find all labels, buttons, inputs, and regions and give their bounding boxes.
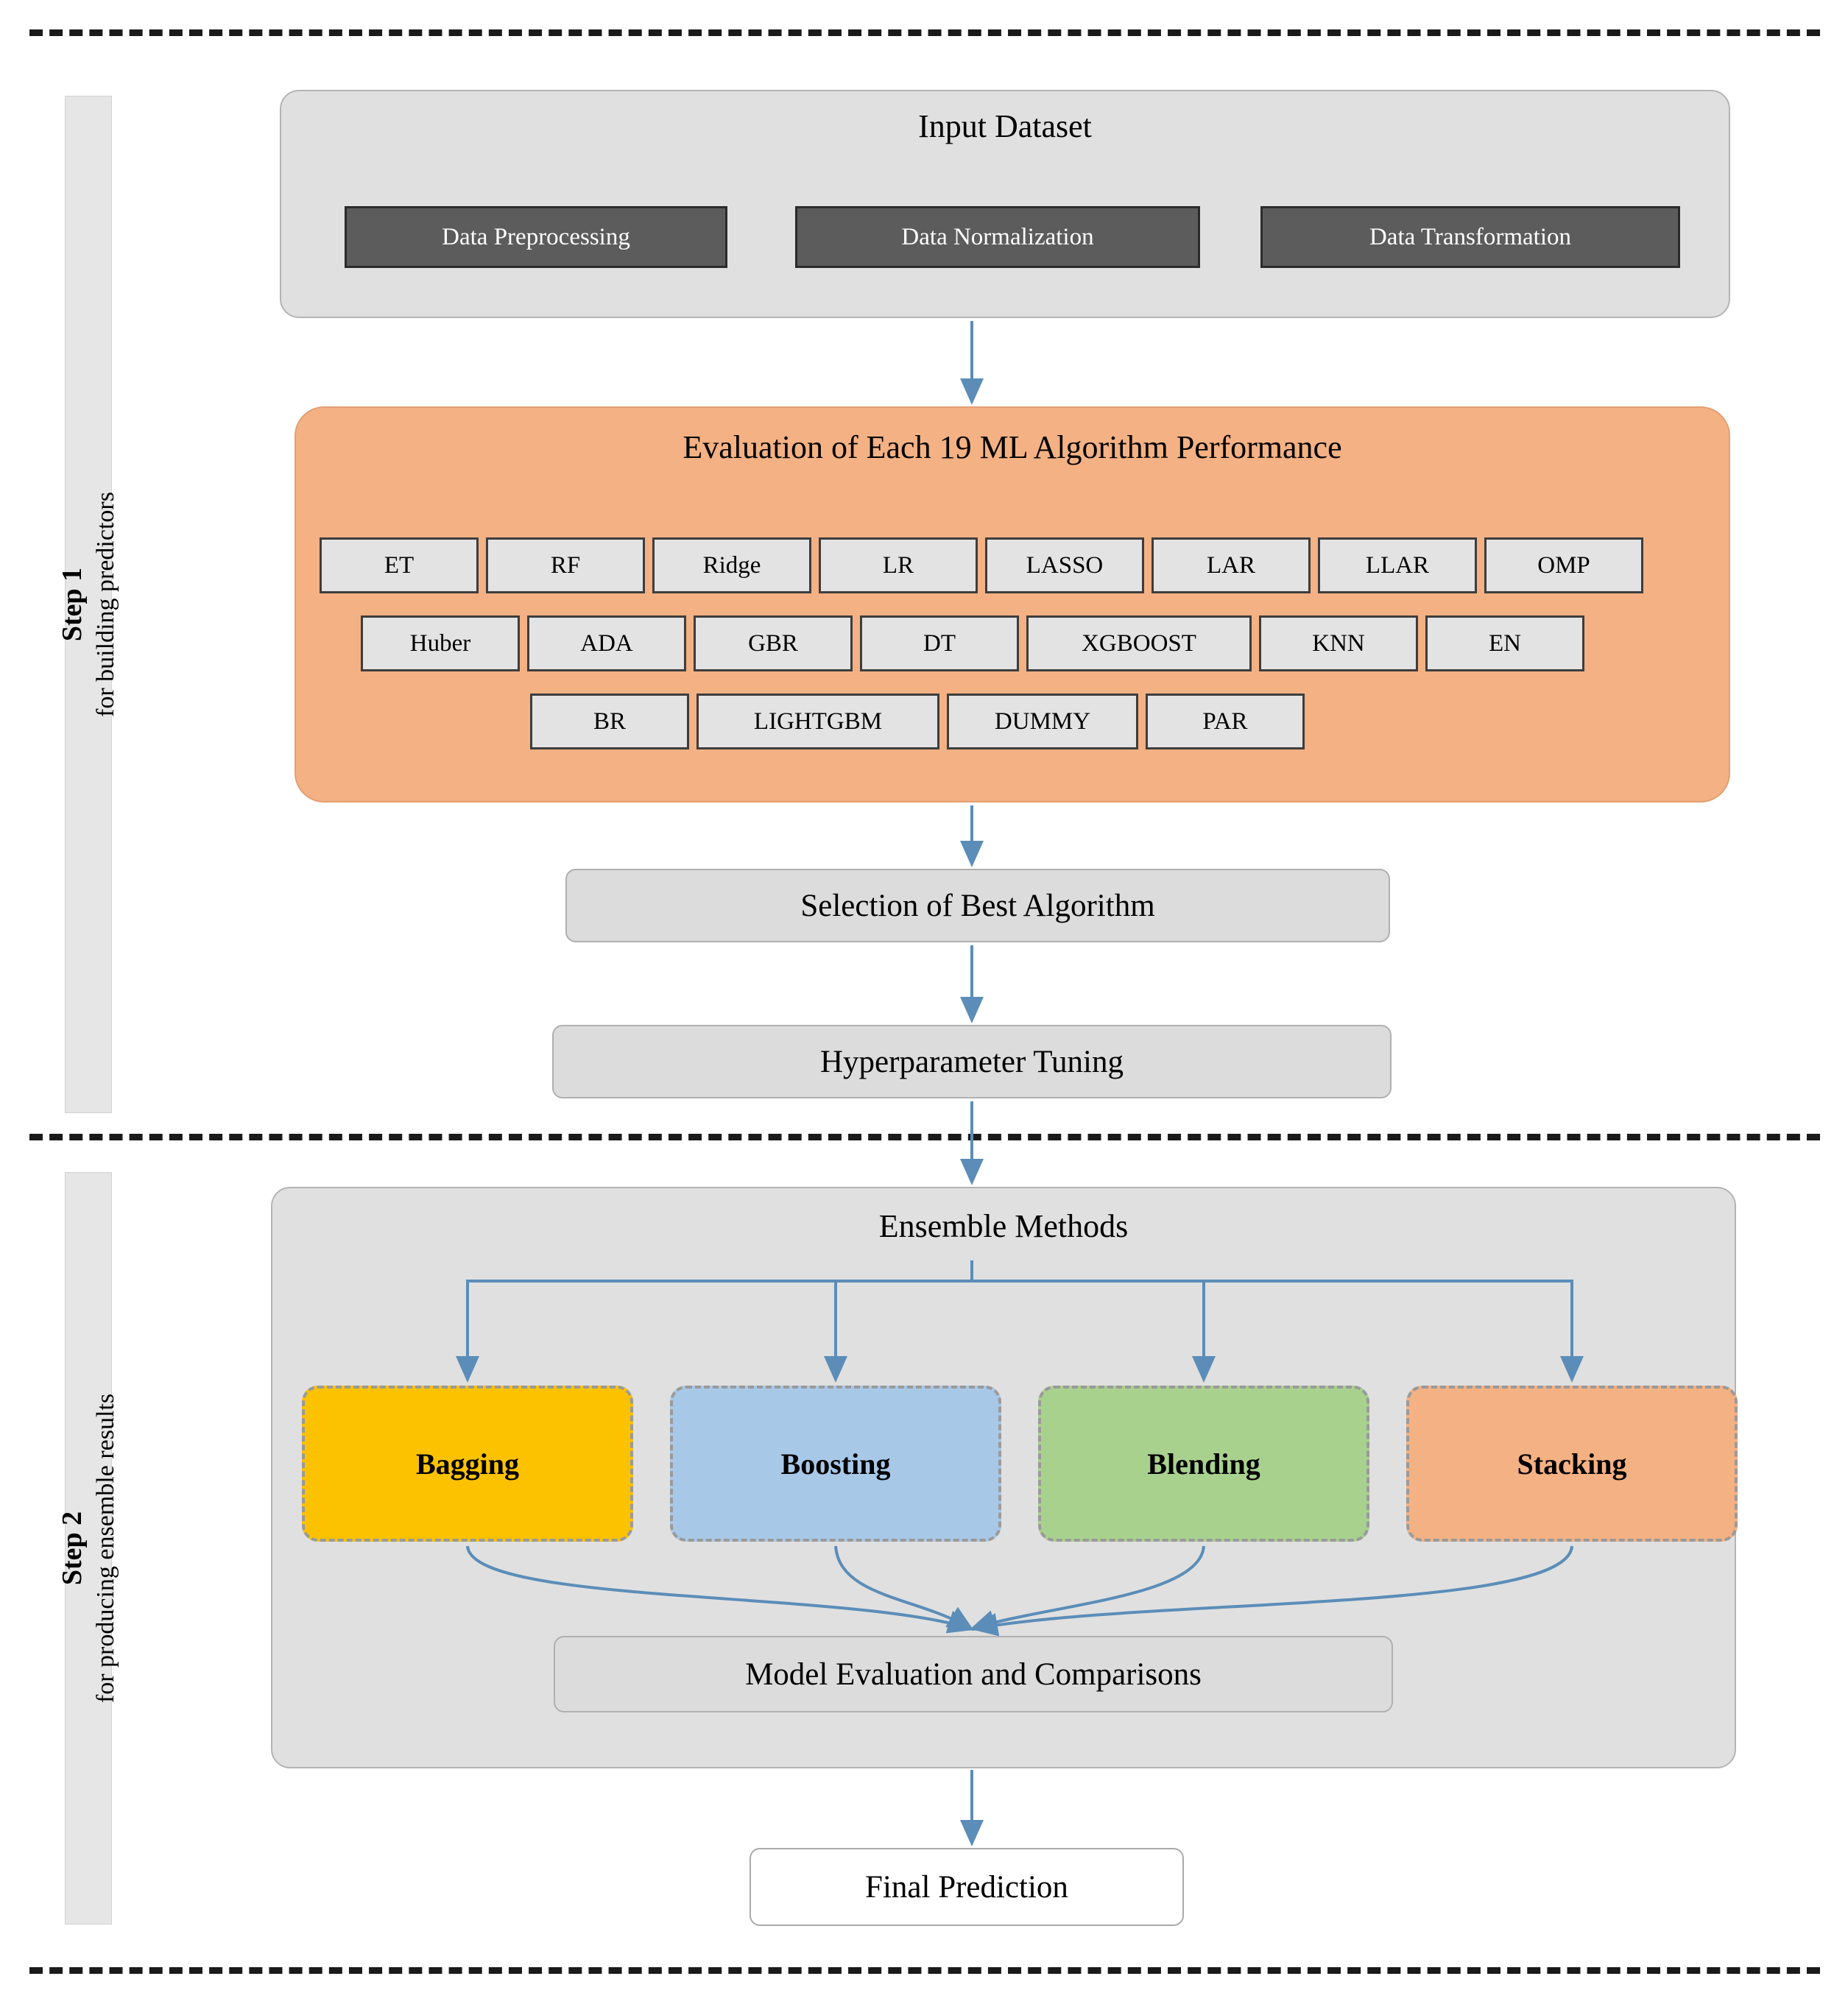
input-dataset-title: Input Dataset: [918, 108, 1092, 144]
dashed-divider-middle: [29, 1134, 1820, 1140]
model-evaluation-comparisons-box[interactable]: Model Evaluation and Comparisons: [554, 1636, 1393, 1712]
step-2-sidebar: [57, 1172, 119, 1924]
selection-best-algorithm-box[interactable]: Selection of Best Algorithm: [565, 869, 1390, 942]
algo-box-en[interactable]: EN: [1425, 615, 1584, 671]
input-dataset-panel: [280, 90, 1730, 318]
algo-box-gbr[interactable]: GBR: [694, 615, 853, 671]
data-preprocessing-box[interactable]: Data Preprocessing: [345, 206, 727, 268]
dashed-divider-top: [29, 29, 1820, 36]
algo-box-lar[interactable]: LAR: [1152, 537, 1311, 593]
ensemble-method-bagging[interactable]: Bagging: [302, 1386, 633, 1542]
algo-box-ada[interactable]: ADA: [527, 615, 686, 671]
algo-box-par[interactable]: PAR: [1146, 694, 1305, 749]
algo-box-llar[interactable]: LLAR: [1318, 537, 1477, 593]
algo-box-dt[interactable]: DT: [860, 615, 1019, 671]
algo-box-knn[interactable]: KNN: [1259, 615, 1418, 671]
algo-box-et[interactable]: ET: [320, 537, 479, 593]
step-1-title: Step 1: [57, 567, 88, 642]
dashed-divider-bottom: [29, 1967, 1820, 1974]
algo-box-rf[interactable]: RF: [486, 537, 645, 593]
step-1-sidebar: [57, 96, 119, 1113]
algo-box-omp[interactable]: OMP: [1484, 537, 1643, 593]
algo-box-br[interactable]: BR: [530, 694, 689, 749]
step-1-subtitle: for building predictors: [91, 492, 119, 717]
evaluation-panel-title: Evaluation of Each 19 ML Algorithm Performance: [683, 429, 1342, 465]
algo-box-lasso[interactable]: LASSO: [985, 537, 1144, 593]
algo-box-lr[interactable]: LR: [819, 537, 978, 593]
data-transformation-box[interactable]: Data Transformation: [1260, 206, 1680, 268]
ensemble-method-blending[interactable]: Blending: [1038, 1386, 1369, 1542]
data-normalization-box[interactable]: Data Normalization: [795, 206, 1200, 268]
ensemble-method-boosting[interactable]: Boosting: [670, 1386, 1001, 1542]
step-2-title: Step 2: [57, 1511, 88, 1586]
algo-box-dummy[interactable]: DUMMY: [947, 694, 1138, 749]
ensemble-methods-title: Ensemble Methods: [878, 1208, 1129, 1244]
algo-box-ridge[interactable]: Ridge: [652, 537, 811, 593]
algo-box-huber[interactable]: Huber: [361, 615, 520, 671]
step-2-subtitle: for producing ensemble results: [91, 1393, 119, 1704]
algo-box-lightgbm[interactable]: LIGHTGBM: [696, 694, 939, 749]
hyperparameter-tuning-box[interactable]: Hyperparameter Tuning: [552, 1025, 1392, 1098]
algo-box-xgboost[interactable]: XGBOOST: [1026, 615, 1252, 671]
ensemble-method-stacking[interactable]: Stacking: [1406, 1386, 1738, 1542]
final-prediction-box[interactable]: Final Prediction: [750, 1848, 1184, 1926]
